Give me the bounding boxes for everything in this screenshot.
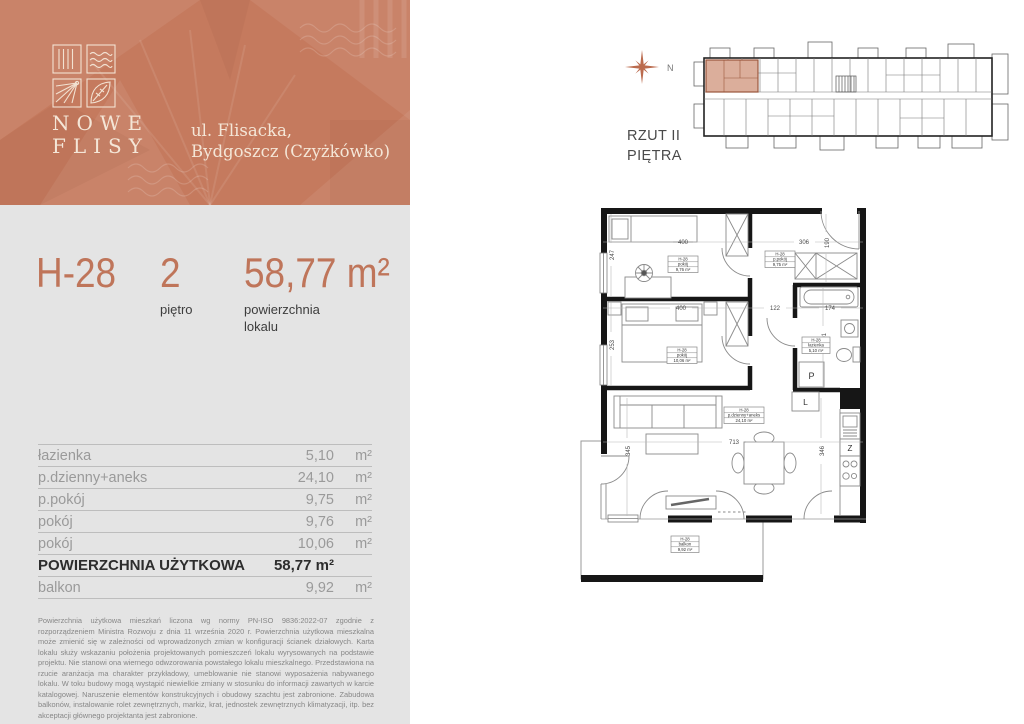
sink-letter: Z: [847, 444, 853, 453]
compass-north-label: N: [667, 63, 674, 73]
room-value: 9,75: [305, 491, 334, 508]
brand-name: [52, 112, 149, 158]
svg-text:pokój: pokój: [677, 261, 689, 267]
room-label-box-balkon: [671, 536, 699, 553]
unit-id: H-28: [36, 249, 117, 296]
furniture: [608, 214, 860, 515]
svg-text:łazienka: łazienka: [808, 342, 824, 348]
building-overview-plan: [690, 28, 1020, 168]
svg-text:p.pokój: p.pokój: [773, 256, 787, 262]
table-row: [38, 489, 372, 511]
room-value: 5,10: [305, 447, 334, 464]
plan-caption: [627, 127, 682, 166]
room-unit: m²: [355, 579, 372, 596]
brand-logo-icon: [52, 44, 116, 108]
overview-highlighted-unit: [706, 60, 758, 92]
table-row: [38, 533, 372, 555]
room-label: pokój: [38, 535, 73, 552]
room-label: balkon: [38, 579, 81, 596]
svg-text:24,10 m²: 24,10 m²: [735, 417, 753, 423]
svg-text:122: 122: [769, 306, 781, 312]
room-unit: m²: [355, 447, 372, 464]
svg-text:pokój: pokój: [676, 352, 688, 358]
svg-text:H-28: H-28: [775, 251, 785, 257]
room-value: 10,06: [297, 535, 334, 552]
room-value: 9,92: [305, 579, 334, 596]
room-label: p.dzienny+aneks: [38, 469, 148, 486]
room-label: p.pokój: [38, 491, 85, 508]
svg-text:346: 346: [820, 445, 826, 457]
svg-text:306: 306: [798, 240, 810, 247]
svg-text:190: 190: [825, 237, 831, 249]
svg-text:balkon: balkon: [678, 541, 692, 547]
table-row-total: [38, 555, 372, 577]
room-label-box-ppokoj: [765, 251, 795, 268]
room-unit: m²: [355, 469, 372, 486]
room-label-box-pokoj1: [668, 256, 698, 273]
plan-caption-line1: RZUT II: [627, 128, 681, 144]
svg-text:H-28: H-28: [680, 536, 690, 542]
brand-header: [0, 0, 410, 205]
svg-text:9,92 m²: 9,92 m²: [677, 546, 693, 552]
project-address: [191, 120, 390, 162]
total-label: POWIERZCHNIA UŻYTKOWA: [38, 557, 245, 574]
room-label: łazienka: [38, 447, 92, 464]
room-label-box-lazienka: [802, 337, 830, 354]
svg-text:345: 345: [626, 445, 632, 457]
svg-text:9,75 m²: 9,75 m²: [772, 261, 788, 267]
sidebar: [0, 0, 410, 724]
room-label-box-pokoj2: [667, 347, 697, 364]
room-label-box-living: [724, 407, 764, 424]
legal-disclaimer: Powierzchnia użytkowa mieszkań liczona wg normy PN-ISO 9836:2022-07 zgodnie z rozporządzeniem Ministra Rozwoju z dnia 11 września 2020 r. Powierzchnia użytkowa mieszkalna może zmienić się w zależności od wprowadzonych zmian w konfiguracji ścianek działowych. Karta lokalu służy wskazaniu położenia projektowanych pomieszczeń lokalu wyrysowanych na podstawie projektu. Nie stanowi ona wiernego odwzorowania powstałego lokalu mieszkalnego. Przedstawiona na rzucie aranżacja ma charakter przykładowy, umeblowanie nie stanowi wyposażenia nabywanego lokalu. W toku budowy mogą wystąpić niewielkie zmiany w stosunku do informacji zawartych w karcie katalogowej. Naruszenie elementów konstrukcyjnych i obudowy szachtu jest zabronione. Zabudowa balkonów, instalowanie rolet zewnętrznych, markiz, krat, jednostek zewnętrznych klimatyzacji, itp. bez akceptacji głównego projektanta jest zabronione.: [38, 616, 374, 720]
svg-text:H-28: H-28: [677, 347, 687, 353]
total-area: 58,77 m²: [244, 249, 390, 296]
svg-text:5,10 m²: 5,10 m²: [808, 347, 824, 353]
shaft: [840, 388, 860, 409]
svg-text:H-28: H-28: [811, 337, 821, 343]
floor-number: 2: [160, 249, 181, 296]
svg-text:10,06 m²: 10,06 m²: [673, 357, 691, 363]
svg-text:H-28: H-28: [678, 256, 688, 262]
table-row: [38, 511, 372, 533]
room-area-table: [38, 444, 372, 599]
room-unit: m²: [355, 513, 372, 530]
total-value: 58,77 m²: [273, 557, 334, 574]
area-label: [244, 301, 320, 335]
washer-letter: P: [808, 371, 815, 381]
fridge-letter: L: [803, 397, 808, 407]
table-row: [38, 577, 372, 599]
address-line1: ul. Flisacka,: [191, 121, 293, 140]
svg-text:400: 400: [677, 240, 689, 247]
svg-text:174: 174: [824, 306, 836, 312]
room-value: 9,76: [305, 513, 334, 530]
compass-rose-icon: [620, 46, 680, 88]
svg-text:253: 253: [610, 339, 616, 351]
table-row: [38, 444, 372, 467]
room-value: 24,10: [297, 469, 334, 486]
svg-text:p.dzienny+aneks: p.dzienny+aneks: [727, 412, 761, 418]
svg-text:247: 247: [610, 249, 616, 261]
apartment-floorplan: [578, 198, 888, 598]
room-unit: m²: [355, 491, 372, 508]
brand-line1: NOWE: [52, 111, 150, 135]
plan-caption-line2: PIĘTRA: [627, 147, 682, 164]
table-row: [38, 467, 372, 489]
svg-text:H-28: H-28: [739, 407, 749, 413]
area-label-line1: powierzchnia: [244, 302, 320, 317]
room-unit: m²: [355, 535, 372, 552]
svg-text:400: 400: [675, 306, 687, 312]
svg-text:713: 713: [728, 440, 740, 447]
floor-label: piętro: [160, 302, 193, 317]
area-label-line2: lokalu: [244, 319, 278, 334]
address-line2: Bydgoszcz (Czyżkówko): [191, 142, 391, 161]
room-label: pokój: [38, 513, 73, 530]
brand-line2: FLISY: [52, 134, 149, 158]
svg-text:9,76 m²: 9,76 m²: [675, 266, 691, 272]
